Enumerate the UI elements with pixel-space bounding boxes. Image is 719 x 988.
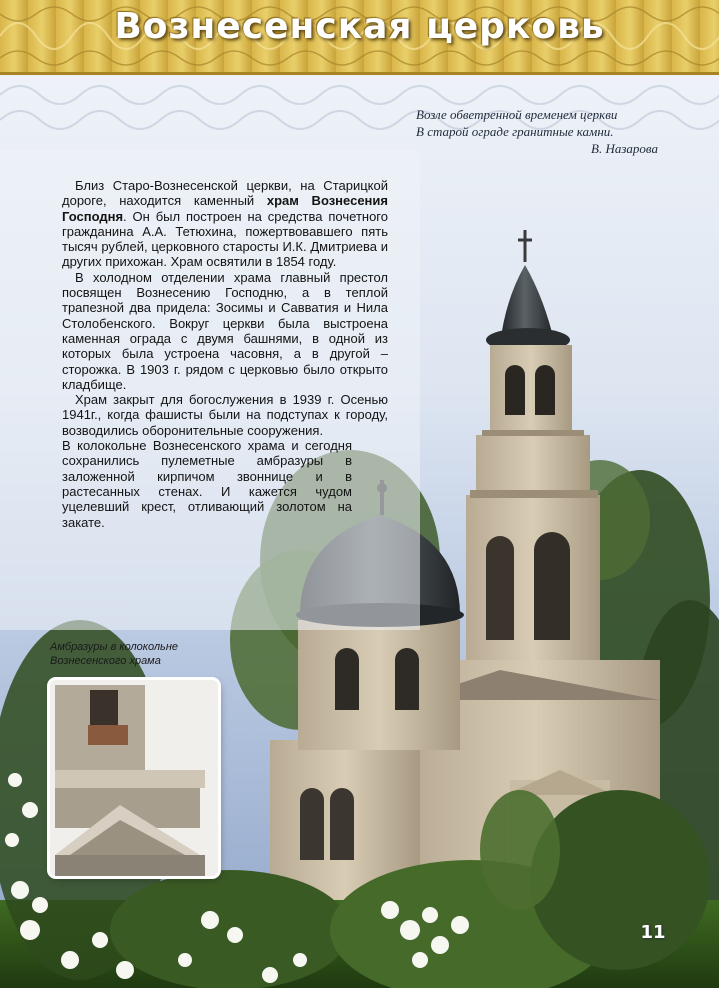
- page-title: Вознесенская церковь: [114, 6, 605, 47]
- paragraph-3-text: Храм закрыт для богослужения в 1939 г. Осенью 1941г., когда фашисты были на подступах к городу, возводились оборонительные сооружения.: [62, 392, 388, 438]
- inset-caption: [50, 640, 250, 668]
- epigraph-line-1: Возле обветренной временем церкви: [416, 107, 618, 122]
- inset-caption-line-2: Вознесенского храма: [50, 655, 161, 667]
- inset-caption-line-1: Амбразуры в колокольне: [50, 641, 178, 653]
- paragraph-4-text: В колокольне Вознесенского храма и сегодня сохранились пулеметные амбразуры в заложенной кирпичом звоннице и в растесанных стенах. И кажется чудом уцелевший крест, отливающий золотом на закате.: [62, 438, 352, 530]
- paragraph-3: [62, 392, 388, 438]
- paragraph-1: [62, 178, 388, 270]
- paragraph-1-intro: Близ Старо-Вознесенской церкви, на Старицкой дороге, находится каменный: [62, 178, 388, 209]
- inset-photo: [50, 680, 218, 876]
- epigraph-author: В. Назарова: [591, 141, 658, 156]
- paragraph-1-rest: . Он был построен на средства почетного гражданина А.А. Тетюхина, пожертвовавшего пять тысяч рублей, церковного старосты И.К. Дмитриева и других прихожан. Храм освятили в 1854 году.: [62, 208, 388, 270]
- page-number: 11: [640, 922, 666, 943]
- inset-photo-image: [50, 680, 218, 876]
- paragraph-2-text: В холодном отделении храма главный престол посвящен Вознесению Господню, а в теплой трапезной два придела: Зосимы и Савватия и Нила Столобенского. Вокруг церкви была выстроена каменная ограда с двумя башнями, в одной из которых была устроена часовня, а в другой – сторожка. В 1903 г. рядом с церковью было открыто кладбище.: [62, 269, 388, 392]
- header-band: [0, 0, 719, 75]
- paragraph-2: [62, 270, 388, 392]
- epigraph-line-2: В старой ограде гранитные камни.: [416, 124, 614, 139]
- epigraph: [416, 106, 686, 157]
- article-body: [62, 178, 388, 530]
- paragraph-1-bold: храм Вознесения Господня: [62, 193, 388, 224]
- paragraph-4: [62, 438, 352, 530]
